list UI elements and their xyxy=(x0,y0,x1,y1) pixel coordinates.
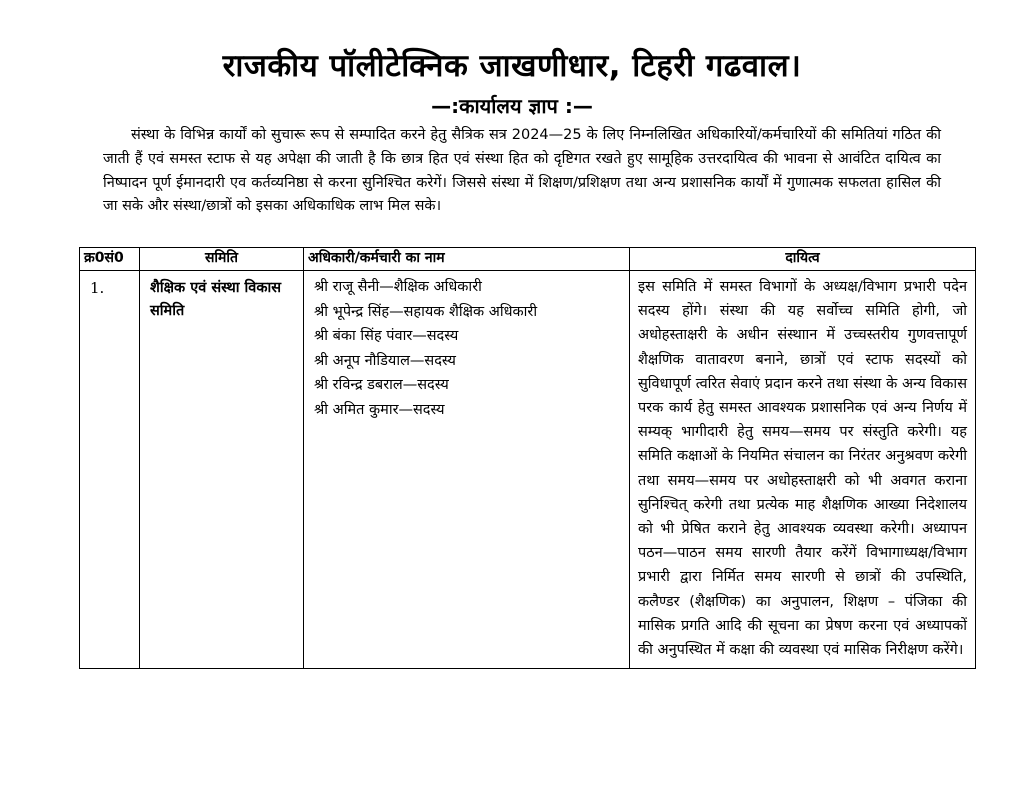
header-duty: दायित्व xyxy=(630,248,976,271)
member-name: श्री भूपेन्द्र सिंह—सहायक शैक्षिक अधिकारी xyxy=(314,303,538,320)
row-sno: 1. xyxy=(80,271,140,669)
table-header-row xyxy=(80,248,976,271)
header-sno: क्र0सं0 xyxy=(80,248,140,271)
document-title: राजकीय पॉलीटेक्निक जाखणीधार, टिहरी गढवाल। xyxy=(222,48,802,84)
member-name: श्री बंका सिंह पंवार—सदस्य xyxy=(314,328,459,344)
member-name: श्री अमित कुमार—सदस्य xyxy=(314,401,445,418)
row-committee: शैक्षिक एवं संस्था विकास समिति xyxy=(140,271,304,669)
header-committee: समिति xyxy=(140,248,304,271)
row-duty: इस समिति में समस्त विभागों के अध्यक्ष/विभाग प्रभारी पदेन सदस्य होंगे। संस्था की यह सर्वोच्च समिति होगी, जो अधोहस्ताक्षरी के अधीन संस्थाान में उच्चस्तरीय गुणवत्तापूर्ण शैक्षणिक वातावरण बनाने, छात्रों एवं स्टाफ सदस्यों को सुविधापूर्ण त्वरित सेवाएं प्रदान करने तथा संस्था के अन्य विकास परक कार्य हेतु समस्त आवश्यक प्रशासनिक एवं अन्य निर्णय में सम्यक् भागीदारी हेतु समय—समय पर संस्तुति करेगी। यह समिति कक्षाओं के नियमित संचालन का निरंतर अनुश्रवण करेगी तथा समय—समय पर अधोहस्ताक्षरी को भी अवगत कराना सुनिश्चित् करेगी तथा प्रत्येक माह शैक्षणिक आख्या निदेशालय को भी प्रेषित कराने हेतु आवश्यक व्यवस्था करेगी। अध्यापन पठन—पाठन समय सारणी तैयार करेंगें विभागाध्यक्ष/विभाग प्रभारी द्वारा निर्मित समय सारणी से छात्रों की उपस्थिति, कलैण्डर (शैक्षणिक) का अनुपालन, शिक्षण – पंजिका की मासिक प्रगति आदि की सूचना का प्रेषण करना एवं अध्यापकों की अनुपस्थित में कक्षा की व्यवस्था एवं मासिक निरीक्षण करेंगे। xyxy=(630,271,976,669)
member-name: श्री राजू सैनी—शैक्षिक अधिकारी xyxy=(314,279,482,295)
member-name: श्री अनूप नौडियाल—सदस्य xyxy=(314,352,456,369)
table-row xyxy=(80,271,976,669)
member-name: श्री रविन्द्र डबराल—सदस्य xyxy=(314,377,449,393)
document-subtitle: —:कार्यालय ज्ञाप :— xyxy=(431,94,593,118)
header-members: अधिकारी/कर्मचारी का नाम xyxy=(304,248,630,271)
row-members xyxy=(304,271,630,669)
intro-paragraph: संस्था के विभिन्न कार्यों को सुचारू रूप से सम्पादित करने हेतु सैत्रिक सत्र 2024—25 के लिए निम्नलिखित अधिकारियों/कर्मचारियों की समितियां गठित की जाती हैं एवं समस्त स्टाफ से यह अपेक्षा की जाती है कि छात्र हित एवं संस्था हित को दृष्टिगत रखते हुए सामूहिक उत्तरदायित्व की भावना से आवंटित दायित्व का निष्पादन पूर्ण ईमानदारी एव कर्तव्यनिष्ठा से करना सुनिश्चित करेगें। जिससे संस्था में शिक्षण/प्रशिक्षण तथा अन्य प्रशासनिक कार्यों में गुणात्मक सफलता हासिल की जा सके और संस्था/छात्रों को इसका अधिकाधिक लाभ मिल सके। xyxy=(103,127,941,215)
committee-table xyxy=(79,247,976,669)
